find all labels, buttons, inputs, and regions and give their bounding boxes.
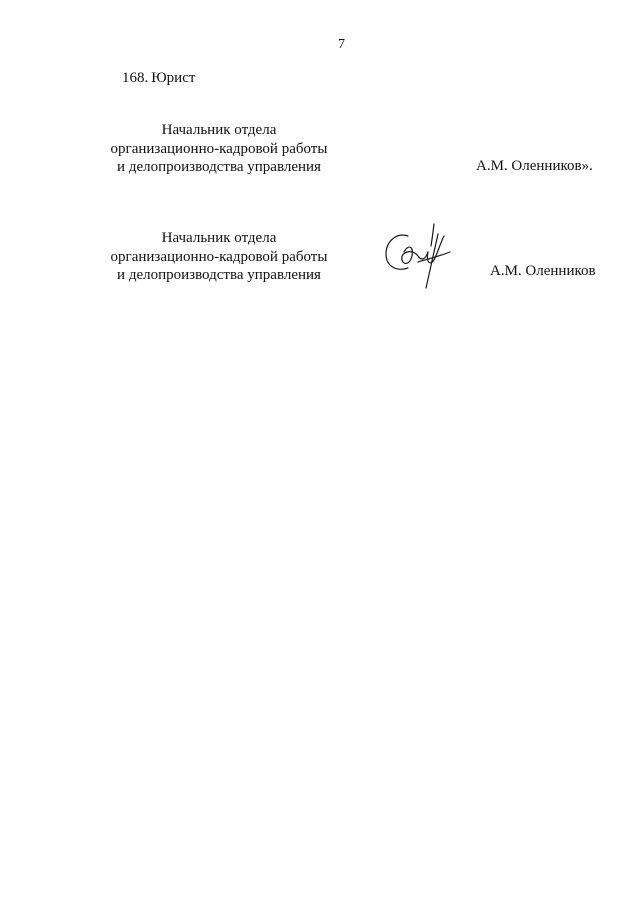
signature-block-2-position	[96, 229, 342, 285]
item-number: 168.	[122, 70, 149, 86]
position-line: и делопроизводства управления	[117, 267, 321, 283]
signature-block-1-position	[96, 121, 342, 177]
position-line: Начальник отдела	[161, 122, 277, 138]
position-line: организационно-кадровой работы	[110, 248, 328, 265]
position-line: Начальник отдела	[161, 230, 277, 246]
handwritten-signature	[378, 222, 460, 292]
position-line: организационно-кадровой работы	[110, 140, 328, 157]
signer-name-2: А.М. Оленников	[490, 263, 596, 279]
item-title: Юрист	[151, 70, 196, 86]
signer-name-1: А.М. Оленников».	[476, 158, 593, 174]
page-number: 7	[338, 37, 345, 52]
position-line: и делопроизводства управления	[117, 159, 321, 175]
list-item-168	[122, 70, 195, 87]
